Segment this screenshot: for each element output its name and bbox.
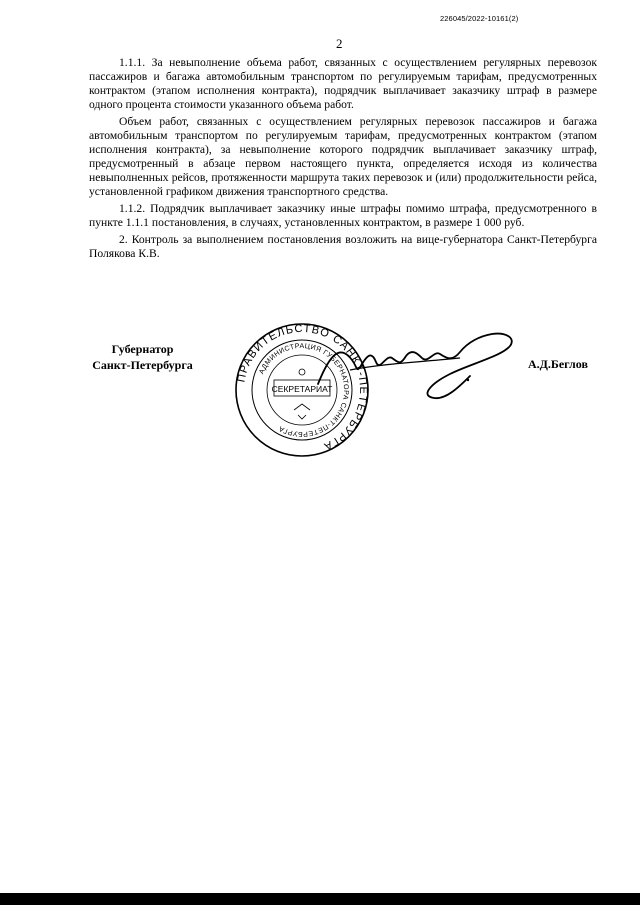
signatory-title-line2: Санкт-Петербурга <box>92 358 193 372</box>
signature-block <box>0 320 640 460</box>
seal-outer-text: ПРАВИТЕЛЬСТВО САНКТ-ПЕТЕРБУРГА <box>235 322 370 453</box>
signatory-name: А.Д.Беглов <box>528 357 588 371</box>
scan-bottom-edge <box>0 893 640 905</box>
signatory-title <box>90 341 195 373</box>
document-number: 226045/2022-10161(2) <box>440 14 519 23</box>
paragraph-1-1-2: 1.1.2. Подрядчик выплачивает заказчику иные штрафы помимо штрафа, предусмотренного в пункте 1.1.1 постановления, в случаях, установленных контрактом, в размере 1 000 руб. <box>89 202 597 229</box>
paragraph-volume-of-work: Объем работ, связанных с осуществлением регулярных перевозок пассажиров и багажа автомобильным транспортом по регулируемым тарифам, предусмотренных контрактом (этапом исполнения контракта), за невыполнение которого подрядчик выплачивает заказчику штраф, предусмотренный в абзаце первом настоящего пункта, определяется исходя из количества невыполненных рейсов, протяженности маршрута таких перевозок и (или) продолжительности рейса, установленной графиком движения транспортного средства. <box>89 115 597 198</box>
seal-inner-text: АДМИНИСТРАЦИЯ ГУБЕРНАТОРА САНКТ-ПЕТЕРБУРГА <box>258 342 350 438</box>
paragraph-1-1-1: 1.1.1. За невыполнение объема работ, связанных с осуществлением регулярных перевозок пассажиров и багажа автомобильным транспортом по регулируемым тарифам, предусмотренных контрактом (этапом исполнения контракта), подрядчик выплачивает заказчику штраф в размере одного процента стоимости указанного объема работ. <box>89 56 597 111</box>
handwritten-signature <box>310 324 530 404</box>
signatory-title-line1: Губернатор <box>111 342 174 356</box>
paragraph-2-control: 2. Контроль за выполнением постановления возложить на вице-губернатора Санкт-Петербурга Полякова К.В. <box>89 233 597 260</box>
page-number: 2 <box>336 36 343 51</box>
seal-center-text: СЕКРЕТАРИАТ <box>271 384 333 394</box>
document-body <box>89 56 597 264</box>
